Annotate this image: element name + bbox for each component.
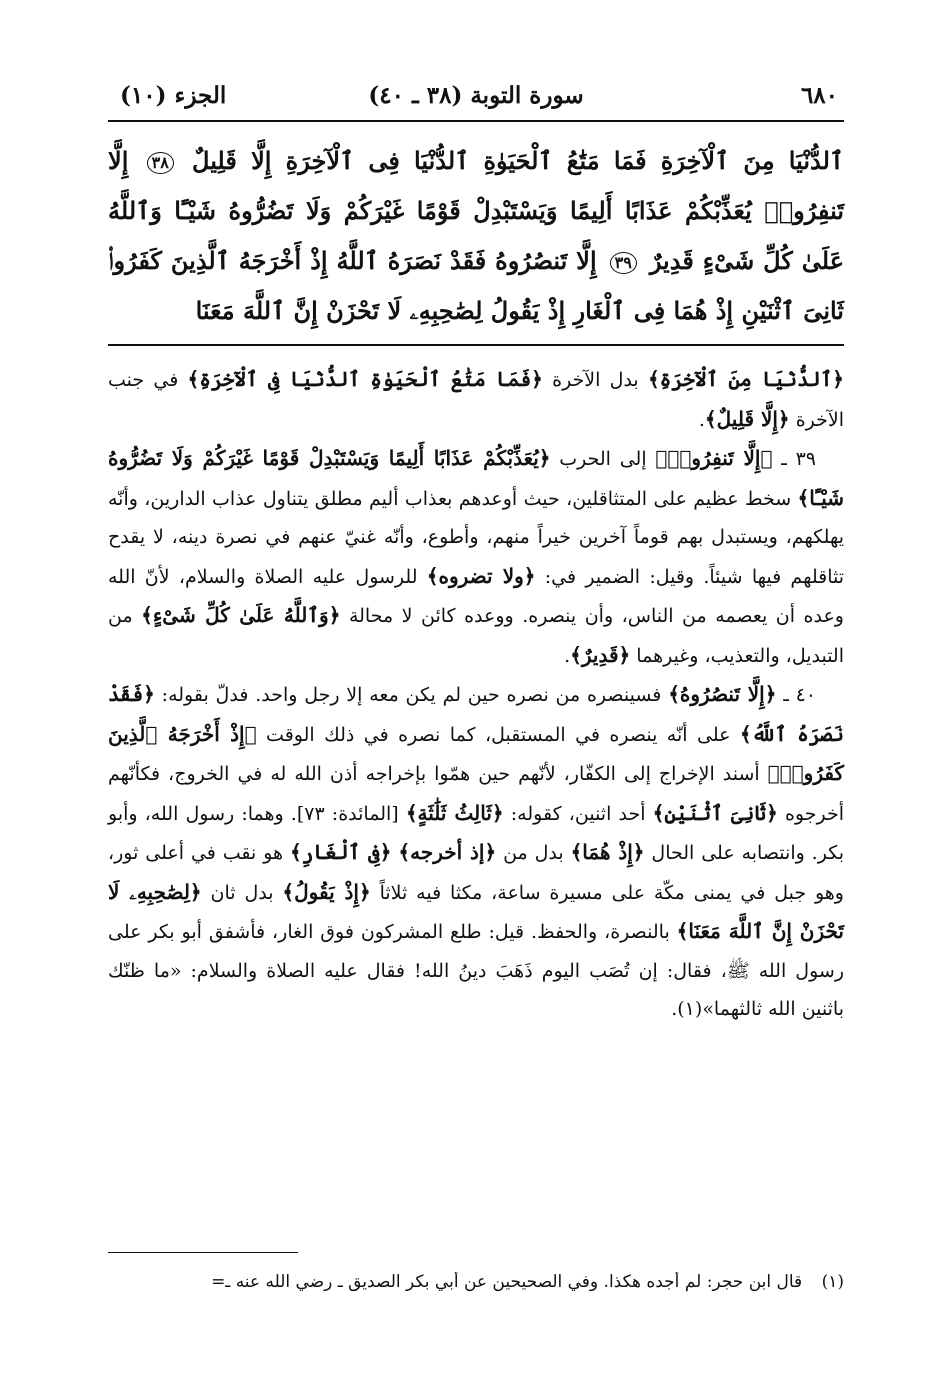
commentary-text: أحد اثنين، كقوله: xyxy=(503,802,653,825)
commentary-text: في جنب الآخرة xyxy=(108,369,844,431)
quran-quote: ﴿إِذْ يَقُولُ﴾ xyxy=(282,879,371,904)
quran-quote: ﴿إذ أخرجه﴾ xyxy=(398,840,497,864)
page xyxy=(108,78,844,1029)
part-label: الجزء (١٠) xyxy=(120,82,227,109)
quran-quote: ﴿قَدِيرٌ﴾ xyxy=(570,642,631,667)
quran-quote: ﴿إِلَّا قَلِيلٌ﴾ xyxy=(704,406,790,431)
footnote xyxy=(108,1272,844,1292)
commentary-text: بدل من xyxy=(496,842,571,864)
page-number: ٦٨٠ xyxy=(800,82,838,109)
verse-text: إِلَّا تَنصُرُوهُ فَقَدْ نَصَرَهُ ٱللَّهُ إِذْ أَخْرَجَهُ ٱلَّذِينَ كَفَرُوا۟ ثَانِىَ ٱثْنَيْنِ إِذْ هُمَا فِى ٱلْغَارِ إِذْ يَقُولُ لِصَٰحِبِهِۦ لَا تَحْزَنْ إِنَّ ٱللَّهَ مَعَنَا xyxy=(108,246,844,325)
verse-number-marker: ٣٨ xyxy=(147,152,174,174)
quran-quote: ﴿ولا تضروه﴾ xyxy=(426,563,536,588)
commentary-text: بالنصرة، والحفظ. قيل: طلع المشركون فوق الغار، فأشفق أبو بكر على رسول الله ﷺ، فقال: إن تُصَب اليوم ذَهَبَ دينُ الله! فقال عليه الصلاة والسلام: «ما ظنّك باثنين الله ثالثهما» xyxy=(108,921,844,1020)
verse-number-marker: ٣٩ xyxy=(610,252,637,274)
commentary-paragraph xyxy=(108,439,844,675)
quran-quote: ﴿وَٱللَّهُ عَلَىٰ كُلِّ شَىْءٍ﴾ xyxy=(141,603,341,627)
commentary-text: ٤٠ ـ xyxy=(776,684,816,706)
commentary-text: بدل ثان xyxy=(201,881,283,904)
quran-quote: ﴿إِذْ هُمَا﴾ xyxy=(570,840,645,864)
verse-text: إِلَّا تَنفِرُوا۟ يُعَذِّبْكُمْ عَذَابًا أَلِيمًا وَيَسْتَبْدِلْ قَوْمًا غَيْرَكُمْ وَلَا تَضُرُّوهُ شَيْـًٔا وَٱللَّهُ عَلَىٰ كُلِّ شَىْءٍ قَدِيرٌ xyxy=(108,146,845,275)
footnote-divider xyxy=(108,1252,298,1253)
commentary-paragraph xyxy=(108,360,844,439)
quran-quote: ﴿لِصَٰحِبِهِۦ لَا تَحْزَنْ إِنَّ ٱللَّهَ مَعَنَا﴾ xyxy=(108,879,844,943)
commentary-text: سخط عظيم على المتثاقلين، حيث أوعدهم بعذاب أليم مطلق يتناول عذاب الدارين، وأنّه يهلكهم، ويستبدل بهم قوماً آخرين خيراً منهم، وأطوع، وأنّه غنيّ عنهم في نصرة دينه، لا يقدح تثاقلهم فيها شيئاً. وقيل: الضمير في: xyxy=(108,487,845,588)
footnote-number: (١) xyxy=(821,1272,844,1292)
quran-quote: ﴿ثَانِىَ ٱثْنَيْنِ﴾ xyxy=(652,800,778,825)
commentary-text: من التبديل، والتعذيب، وغيرهما xyxy=(108,605,844,667)
quran-quote: ﴿إِذْ أَخْرَجَهُ ٱلَّذِينَ كَفَرُوا۟﴾ xyxy=(108,721,844,785)
quran-verses xyxy=(108,136,844,346)
commentary-text: [المائدة: ٧٣]. وهما: رسول الله، وأبو بكر. وانتصابه على الحال xyxy=(108,802,844,864)
commentary-paragraph xyxy=(108,675,844,1029)
commentary-text: للرسول عليه الصلاة والسلام، لأنّ الله وعده أن يعصمه من الناس، وأن ينصره. ووعده كائن لا محالة xyxy=(108,565,844,627)
commentary-text: أسند الإخراج إلى الكفّار، لأنّهم حين همّوا بإخراجه أذن الله له في الخروج، فكأنّهم أخرجوه xyxy=(108,763,844,825)
quran-quote: ﴿يُعَذِّبْكُمْ عَذَابًا أَلِيمًا وَيَسْتَبْدِلْ قَوْمًا غَيْرَكُمْ وَلَا تَضُرُّوهُ شَيْـًٔا﴾ xyxy=(108,446,844,510)
quran-quote: ﴿ٱلدُّنْيَا مِنَ ٱلْآخِرَةِ﴾ xyxy=(647,367,845,391)
commentary-text: هو نقب في أعلى ثور، وهو جبل في يمنى مكّة على مسيرة ساعة، مكثا فيه ثلاثاً xyxy=(108,842,844,904)
footnote-text: قال ابن حجر: لم أجده هكذا. وفي الصحيحين عن أبي بكر الصديق ـ رضي الله عنه ـ= xyxy=(211,1272,803,1292)
commentary-text: (١) xyxy=(677,998,703,1020)
quran-quote: ﴿فَقَدْ نَصَرَهُ ٱللَّهُ﴾ xyxy=(108,682,844,746)
quran-quote: ﴿إِلَّا تَنصُرُوهُ﴾ xyxy=(668,682,777,706)
page-header xyxy=(108,78,844,122)
commentary-text: على أنّه ينصره في المستقبل، كما نصره في ذلك الوقت xyxy=(256,723,740,746)
commentary-text: إلى الحرب xyxy=(550,448,656,470)
commentary-text: . xyxy=(698,408,705,431)
surah-title: سورة التوبة (٣٨ ـ ٤٠) xyxy=(368,82,584,109)
quran-quote: ﴿فَمَا مَتَٰعُ ٱلْحَيَوٰةِ ٱلدُّنْيَا فِى ٱلْآخِرَةِ﴾ xyxy=(187,367,543,391)
tafsir-commentary xyxy=(108,360,844,1029)
commentary-text: . xyxy=(671,998,678,1020)
commentary-text: . xyxy=(564,644,571,667)
commentary-text: ٣٩ ـ xyxy=(772,448,816,470)
commentary-text: بدل الآخرة xyxy=(542,369,648,391)
verse-text: ٱلدُّنْيَا مِنَ ٱلْآخِرَةِ فَمَا مَتَٰعُ ٱلْحَيَوٰةِ ٱلدُّنْيَا فِى ٱلْآخِرَةِ إِلَّا قَلِيلٌ xyxy=(192,146,844,175)
quran-quote: ﴿فِى ٱلْغَارِ﴾ xyxy=(289,840,392,864)
quran-quote: ﴿إِلَّا تَنفِرُوا۟﴾ xyxy=(655,446,773,470)
commentary-text: فسينصره من نصره حين لم يكن معه إلا رجل واحد. فدلّ بقوله: xyxy=(154,684,669,706)
quran-quote: ﴿ثَالِثُ ثَلَٰثَةٍ﴾ xyxy=(405,800,504,825)
